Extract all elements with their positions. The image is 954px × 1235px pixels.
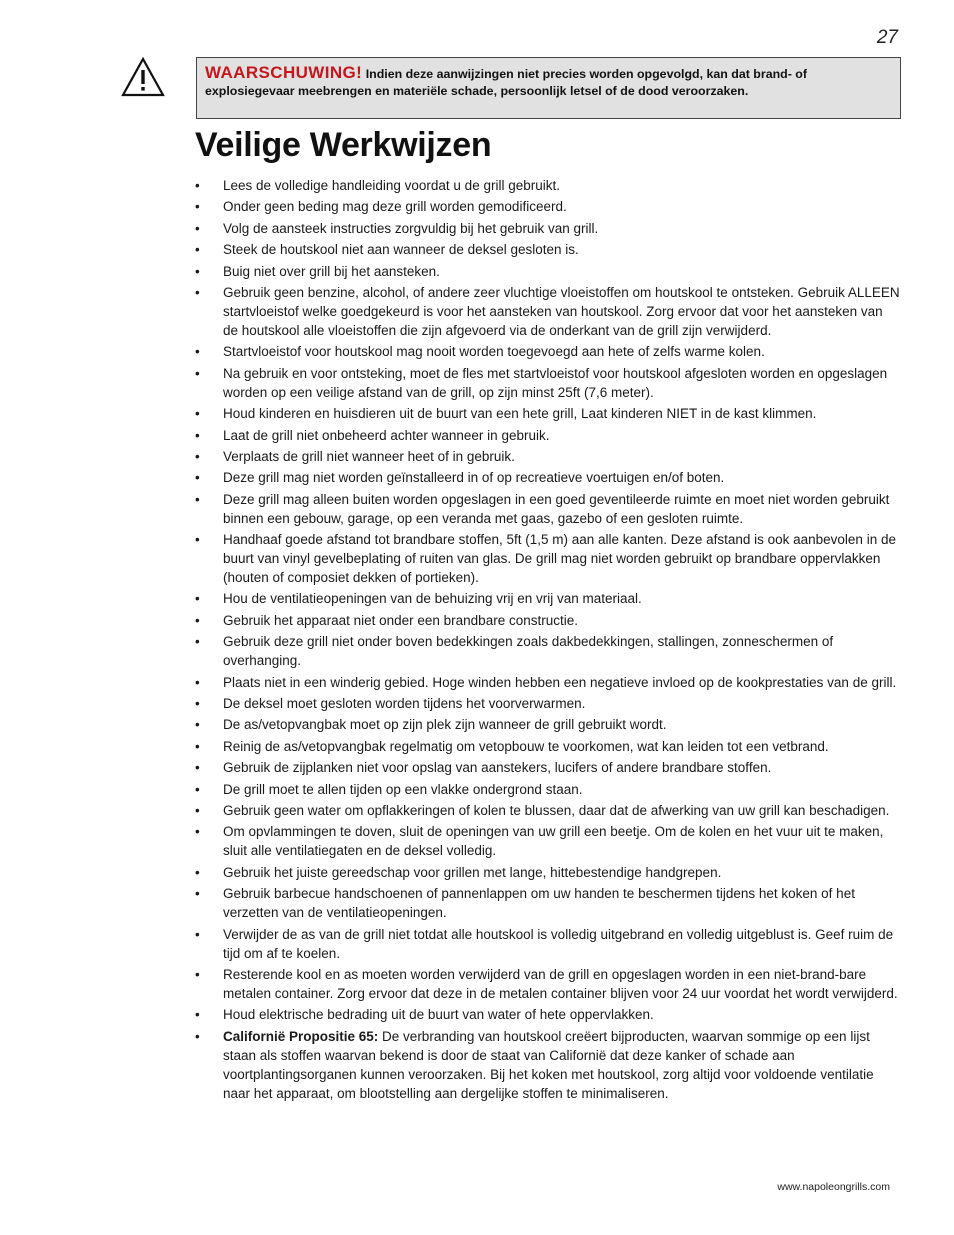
list-item: • Deze grill mag alleen buiten worden opgeslagen in een goed geventileerde ruimte en moet niet worden gebruikt binnen een gebouw, garage, op een veranda met gaas, gazebo of een gesloten ruimte.	[195, 490, 900, 528]
list-item: • Deze grill mag niet worden geïnstalleerd in of op recreatieve voertuigen en/of boten.	[195, 468, 900, 487]
list-item: • Gebruik deze grill niet onder boven bedekkingen zoals dakbedekkingen, stallingen, zonneschermen of overhanging.	[195, 632, 900, 670]
list-item: • De deksel moet gesloten worden tijdens het voorverwarmen.	[195, 694, 900, 713]
list-item: • Verwijder de as van de grill niet totdat alle houtskool is volledig uitgebrand en volledig uitgeblust is. Geef ruim de tijd om af te koelen.	[195, 925, 900, 963]
list-item: • Gebruik het juiste gereedschap voor grillen met lange, hittebestendige handgrepen.	[195, 863, 900, 882]
list-item: • Houd elektrische bedrading uit de buurt van water of hete oppervlakken.	[195, 1005, 900, 1024]
list-item: • Startvloeistof voor houtskool mag nooit worden toegevoegd aan hete of zelfs warme kolen.	[195, 342, 900, 361]
proposition-text: De verbranding van houtskool creëert bijproducten, waarvan sommige op een lijst staan als stoffen waarvan bekend is door de staat van Californië dat deze kanker of schade aan voortplantingsorganen kunnen veroorzaken. Bij het koken met houtskool, zorg altijd voor voldoende ventilatie naar het apparaat, om blootstelling aan dergelijke stoffen te minimaliseren.	[223, 1028, 874, 1101]
list-item: • Gebruik de zijplanken niet voor opslag van aanstekers, lucifers of andere brandbare stoffen.	[195, 758, 900, 777]
list-item: • Verplaats de grill niet wanneer heet of in gebruik.	[195, 447, 900, 466]
list-item: • Gebruik het apparaat niet onder een brandbare constructie.	[195, 611, 900, 630]
warning-title: WAARSCHUWING!	[205, 63, 363, 82]
warning-box	[196, 57, 901, 119]
page-number: 27	[876, 27, 898, 48]
list-item: • Onder geen beding mag deze grill worden gemodificeerd.	[195, 197, 900, 216]
list-item: • Hou de ventilatieopeningen van de behuizing vrij en vrij van materiaal.	[195, 589, 900, 608]
list-item: • Handhaaf goede afstand tot brandbare stoffen, 5ft (1,5 m) aan alle kanten. Deze afstand is ook aanbevolen in de buurt van vinyl gevelbeplating of ruiten van glas. De grill mag niet worden gebruikt op brandbare oppervlakken (houten of composiet dekken of portieken).	[195, 530, 900, 587]
list-item: • Gebruik geen water om opflakkeringen of kolen te blussen, daar dat de afwerking van uw grill kan beschadigen.	[195, 801, 900, 820]
proposition-label: Californië Propositie 65:	[223, 1028, 379, 1044]
page-title: Veilige Werkwijzen	[195, 126, 492, 164]
list-item: • Resterende kool en as moeten worden verwijderd van de grill en opgeslagen worden in een niet-brand-bare metalen container. Zorg ervoor dat deze in de metalen container blijven voor 24 uur voordat het wordt verwijderd.	[195, 965, 900, 1003]
warning-text: Indien deze aanwijzingen niet precies worden opgevolgd, kan dat brand- of explosiegevaar meebrengen en materiële schade, persoonlijk letsel of de dood veroorzaken.	[205, 67, 807, 98]
list-item: • Reinig de as/vetopvangbak regelmatig om vetopbouw te voorkomen, wat kan leiden tot een vetbrand.	[195, 737, 900, 756]
safety-rules-list	[195, 176, 900, 1105]
list-item: • Plaats niet in een winderig gebied. Hoge winden hebben een negatieve invloed op de kookprestaties van de grill.	[195, 673, 900, 692]
list-item: • Houd kinderen en huisdieren uit de buurt van een hete grill, Laat kinderen NIET in de kast klimmen.	[195, 404, 900, 423]
list-item: • Gebruik barbecue handschoenen of pannenlappen om uw handen te beschermen tijdens het koken of het verzetten van de ventilatieopeningen.	[195, 884, 900, 922]
list-item: • Laat de grill niet onbeheerd achter wanneer in gebruik.	[195, 426, 900, 445]
list-item: • Buig niet over grill bij het aansteken.	[195, 262, 900, 281]
warning-triangle-icon	[121, 57, 165, 97]
list-item: • Gebruik geen benzine, alcohol, of andere zeer vluchtige vloeistoffen om houtskool te ontsteken. Gebruik ALLEEN startvloeistof welke goedgekeurd is voor het aansteken van houtskool. Zorg ervoor dat voor het aansteken van de houtskool alle vloeistoffen die zijn afgevoerd via de onderkant van de grill zijn verwijderd.	[195, 283, 900, 340]
list-item: • Na gebruik en voor ontsteking, moet de fles met startvloeistof voor houtskool afgesloten worden en opgeslagen worden op een veilige afstand van de grill, op zijn minst 25ft (7,6 meter).	[195, 364, 900, 402]
list-item: • Volg de aansteek instructies zorgvuldig bij het gebruik van grill.	[195, 219, 900, 238]
list-item: • Steek de houtskool niet aan wanneer de deksel gesloten is.	[195, 240, 900, 259]
list-item: • De as/vetopvangbak moet op zijn plek zijn wanneer de grill gebruikt wordt.	[195, 715, 900, 734]
proposition-65-item	[195, 1027, 900, 1103]
footer-website: www.napoleongrills.com	[777, 1181, 890, 1193]
list-item: • De grill moet te allen tijden op een vlakke ondergrond staan.	[195, 780, 900, 799]
list-item: • Lees de volledige handleiding voordat u de grill gebruikt.	[195, 176, 900, 195]
list-item: • Om opvlammingen te doven, sluit de openingen van uw grill een beetje. Om de kolen en het vuur uit te maken, sluit alle ventilatiegaten en de deksel volledig.	[195, 822, 900, 860]
